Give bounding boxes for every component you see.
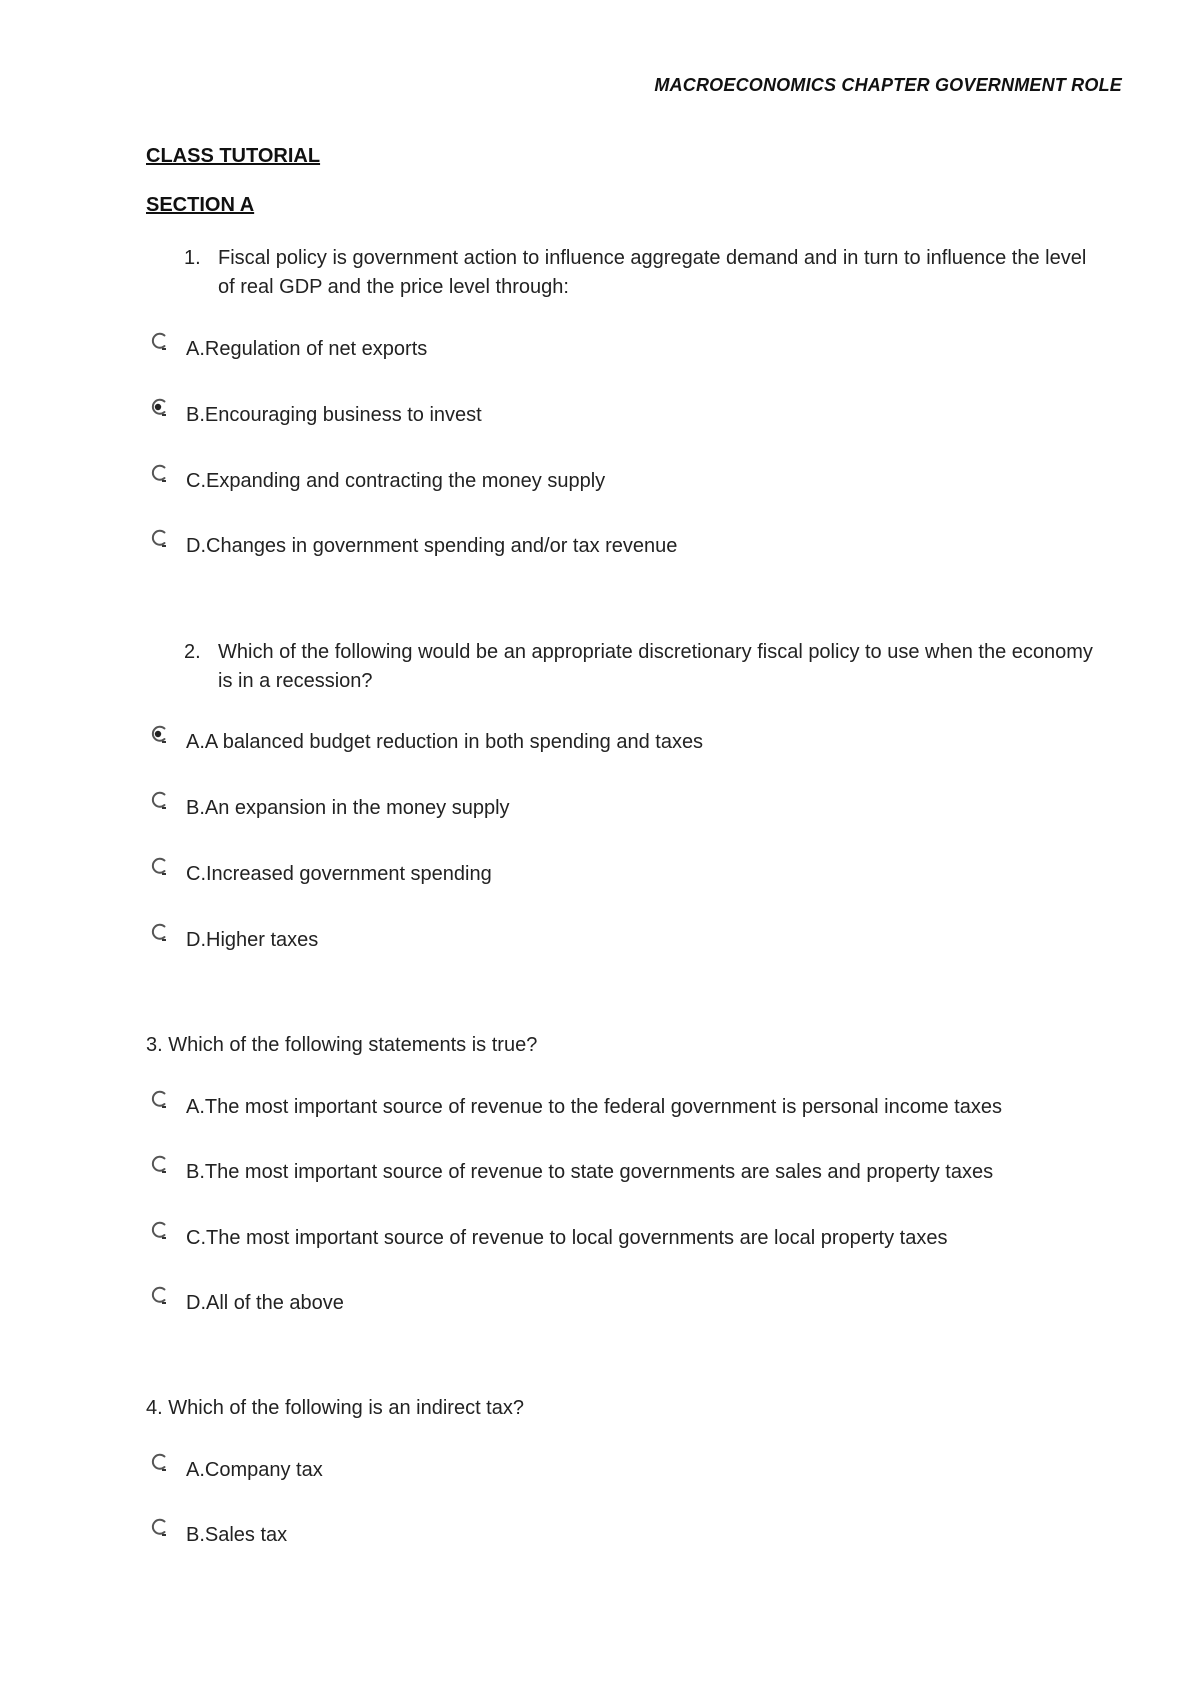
question-text: Which of the following is an indirect tax? — [168, 1397, 524, 1419]
radio-button-icon[interactable] — [148, 462, 170, 486]
radio-button-icon[interactable] — [148, 1219, 170, 1243]
question-text: Which of the following would be an appropriate discretionary fiscal policy to use when the economy is in a recession? — [218, 641, 1093, 692]
option-label: B.Sales tax — [186, 1524, 288, 1546]
question-1-option-c[interactable] — [148, 462, 1108, 496]
question-1 — [184, 244, 1104, 302]
question-2-option-d[interactable] — [148, 921, 1108, 955]
radio-button-icon[interactable] — [148, 1451, 170, 1475]
question-3 — [146, 1031, 537, 1060]
option-label: B.Encouraging business to invest — [186, 404, 482, 426]
option-label: A.A balanced budget reduction in both spending and taxes — [186, 731, 704, 753]
question-2 — [184, 638, 1104, 696]
question-3-option-c[interactable] — [148, 1219, 1108, 1253]
option-label: B.An expansion in the money supply — [186, 797, 510, 819]
radio-button-icon[interactable] — [148, 396, 170, 420]
radio-selected-dot — [155, 731, 161, 737]
question-4-option-b[interactable] — [148, 1516, 1108, 1550]
question-text: Fiscal policy is government action to influence aggregate demand and in turn to influence the level of real GDP and the price level through: — [218, 247, 1087, 298]
question-1-option-d[interactable] — [148, 527, 1108, 561]
question-3-option-a[interactable] — [148, 1088, 1108, 1122]
section-heading: SECTION A — [146, 194, 255, 216]
question-4 — [146, 1394, 524, 1423]
question-3-option-b[interactable] — [148, 1153, 1108, 1187]
radio-button-icon[interactable] — [148, 855, 170, 879]
option-label: C.Increased government spending — [186, 863, 492, 885]
option-label: D.Higher taxes — [186, 929, 319, 951]
question-2-option-b[interactable] — [148, 789, 1108, 823]
radio-button-icon[interactable] — [148, 1284, 170, 1308]
question-3-option-d[interactable] — [148, 1284, 1108, 1318]
option-label: D.All of the above — [186, 1292, 344, 1314]
radio-button-icon[interactable] — [148, 1516, 170, 1540]
option-label: C.The most important source of revenue to local governments are local property taxes — [186, 1227, 948, 1249]
option-label: A.The most important source of revenue to the federal government is personal income taxes — [186, 1096, 1002, 1118]
option-label: A.Company tax — [186, 1459, 323, 1481]
radio-button-icon[interactable] — [148, 921, 170, 945]
radio-button-icon[interactable] — [148, 527, 170, 551]
question-1-option-a[interactable] — [148, 330, 1108, 364]
question-number: 2. — [184, 641, 201, 663]
question-number: 1. — [184, 247, 201, 269]
option-label: D.Changes in government spending and/or tax revenue — [186, 535, 678, 557]
question-1-option-b[interactable] — [148, 396, 1108, 430]
radio-button-icon[interactable] — [148, 1153, 170, 1177]
radio-button-icon[interactable] — [148, 789, 170, 813]
question-4-option-a[interactable] — [148, 1451, 1108, 1485]
document-title: CLASS TUTORIAL — [146, 145, 321, 167]
radio-button-icon[interactable] — [148, 723, 170, 747]
question-text: Which of the following statements is true? — [168, 1034, 538, 1056]
option-label: A.Regulation of net exports — [186, 338, 428, 360]
option-label: B.The most important source of revenue to state governments are sales and property taxes — [186, 1161, 994, 1183]
option-label: C.Expanding and contracting the money supply — [186, 470, 606, 492]
radio-button-icon[interactable] — [148, 330, 170, 354]
question-2-option-a[interactable] — [148, 723, 1108, 757]
radio-button-icon[interactable] — [148, 1088, 170, 1112]
question-number: 4. — [146, 1397, 163, 1419]
radio-selected-dot — [155, 404, 161, 410]
question-2-option-c[interactable] — [148, 855, 1108, 889]
running-header: MACROECONOMICS CHAPTER GOVERNMENT ROLE — [654, 75, 1122, 95]
question-number: 3. — [146, 1034, 163, 1056]
